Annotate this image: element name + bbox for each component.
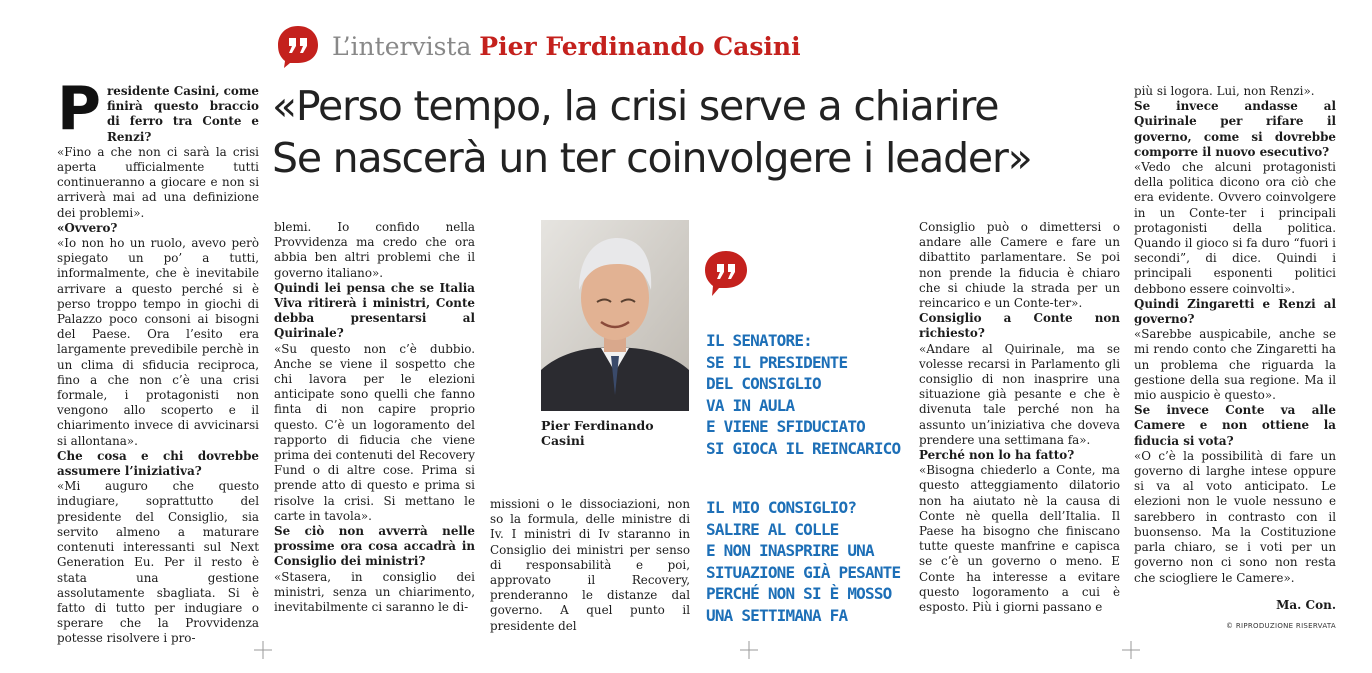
answer: «Stasera, in consiglio dei ministri, senza un chiarimento, inevitabilmente ci saranno le di-	[274, 569, 475, 615]
question: Che cosa e chi dovrebbe assumere l’iniziativa?	[57, 448, 259, 479]
answer: Consiglio può o dimettersi o andare alle Camere e fare un dibattito parlamentare. Se poi non prende la fiducia è chiaro che si chiude la strada per un reincarico e un Conte-ter».	[919, 220, 1120, 311]
pullquote-icon	[704, 250, 748, 296]
quote-badge-icon	[276, 24, 320, 68]
question: Quindi Zingaretti e Renzi al governo?	[1134, 296, 1336, 327]
answer: «O c’è la possibilità di fare un governo di larghe intese oppure si va al voto anticipato. Le elezioni non le vuole nessuno e sarebbero in contrasto con il buonsenso. Ma la Costituzione parla chiaro, se i voti per un governo non ci sono non resta che sciogliere le Camere».	[1134, 448, 1336, 585]
registration-mark-icon	[740, 641, 758, 659]
question: «Ovvero?	[57, 220, 118, 235]
question: residente Casini, come finirà questo braccio di ferro tra Conte e Renzi?	[106, 84, 259, 144]
answer: «Andare al Quirinale, ma se volesse recarsi in Parlamento gli consiglio di non inasprire una situazione già pesante e che è divenuta tale perché non ha assunto un’iniziativa che doveva prendere una settimana fa».	[919, 341, 1120, 447]
answer: missioni o le dissociazioni, non so la formula, delle ministre di Iv. I ministri di Iv staranno in Consiglio dei ministri per senso di responsabilità e poi, approvato il Recovery, prenderanno le distanze dal governo. A quel punto il presidente del	[490, 497, 690, 633]
answer: «Fino a che non ci sarà la crisi aperta ufficialmente tutti continueranno a giocare e non si arriverà mai ad una definizione dei problemi».	[57, 144, 259, 220]
portrait-illustration	[541, 220, 689, 411]
answer: «Vedo che alcuni protagonisti della politica dicono ora ciò che era evidente. Ovvero coinvolgere in un Conte-ter i principali protagonisti della politica. Quando il gioco si fa duro “fuori i secondi”, di dice. Quindi i principali esponenti politici debbono essere coinvolti».	[1134, 160, 1336, 296]
question: Se invece Conte va alle Camere e non ottiene la fiducia si vota?	[1134, 403, 1336, 448]
question: Quindi lei pensa che se Italia Viva ritirerà i ministri, Conte debba presentarsi al Quirinale?	[274, 280, 475, 341]
registration-mark-icon	[1122, 641, 1140, 659]
copyright-notice: © RIPRODUZIONE RISERVATA	[1226, 622, 1336, 630]
headline-line-2: Se nascerà un ter coinvolgere i leader»	[272, 134, 1032, 182]
question: Se ciò non avverrà nelle prossime ora cosa accadrà in Consiglio dei ministri?	[274, 524, 475, 569]
article-column-2	[274, 220, 475, 615]
answer: «Io non ho un ruolo, avevo però spiegato un po’ a tutti, informalmente, che è inevitabile arrivare a questo perché si è perso troppo tempo in giochi di Palazzo poco consoni ai bisogni del Paese. Ora l’esito era largamente prevedibile perchè in un clima di sfiducia reciproca, fino a che non c’è una crisi formale, i protagonisti non vengono allo scoperto e il chiarimento invece di avvicinarsi si allontana».	[57, 236, 259, 448]
portrait-photo	[541, 220, 689, 411]
header-name: Pier Ferdinando Casini	[479, 31, 801, 61]
headline-line-1: «Perso tempo, la crisi serve a chiarire	[272, 82, 999, 130]
header-label: L’intervista	[332, 31, 472, 61]
drop-cap: P	[57, 74, 101, 144]
photo-caption	[541, 418, 689, 448]
header-title	[332, 31, 801, 61]
headline	[272, 80, 1132, 184]
question: Consiglio a Conte non richiesto?	[919, 311, 1120, 341]
article-column-1	[57, 74, 259, 647]
answer: blemi. Io confido nella Provvidenza ma credo che ora abbia ben altri problemi che il governo italiano».	[274, 220, 475, 280]
article-column-5	[1134, 84, 1336, 586]
answer: «Mi auguro che questo indugiare, soprattutto del presidente del Consiglio, sia servito almeno a maturare contenuti interessanti sul Next Generation Eu. Per il resto è stata una gestione assolutamente sbagliata. Si è fatto di tutto per indugiare o sperare che la Provvidenza potesse risolvere i pro-	[57, 479, 259, 646]
answer: «Sarebbe auspicabile, anche se mi rendo conto che Zingaretti ha un problema che riguarda la gestione della sua regione. Ma il mio auspicio è questo».	[1134, 327, 1336, 403]
caption-text: Pier Ferdinando Casini	[541, 418, 654, 448]
question: Perché non lo ha fatto?	[919, 448, 1075, 463]
article-column-3	[490, 497, 690, 634]
answer: «Bisogna chiederlo a Conte, ma questo atteggiamento dilatorio non ha aiutato nè la causa di Conte nè quella dell’Italia. Il Paese ha bisogno che finiscano tutte queste manfrine e capisca se c’è un governo o meno. E Conte ha interesse a evitare questo logoramento a cui è esposto. Più i giorni passano e	[919, 463, 1120, 615]
section-header	[276, 22, 801, 70]
question: Se invece andasse al Quirinale per rifare il governo, come si dovrebbe comporre il nuovo esecutivo?	[1134, 99, 1336, 159]
article-column-4	[919, 220, 1120, 615]
author-signature: Ma. Con.	[1276, 598, 1336, 612]
pullquote-2: IL MIO CONSIGLIO? SALIRE AL COLLE E NON INASPRIRE UNA SITUAZIONE GIÀ PESANTE PERCHÉ NON SI È MOSSO UNA SETTIMANA FA	[706, 498, 901, 625]
pullquote-1: IL SENATORE: SE IL PRESIDENTE DEL CONSIGLIO VA IN AULA E VIENE SFIDUCIATO SI GIOCA IL REINCARICO	[706, 331, 901, 458]
answer: più si logora. Lui, non Renzi».	[1134, 84, 1315, 98]
registration-mark-icon	[254, 641, 272, 659]
answer: «Su questo non c’è dubbio. Anche se viene il sospetto che chi lavora per le elezioni anticipate sono quelli che fanno finta di non capire proprio questo. C’è un logoramento del rapporto di fiducia che viene prima dei contenuti del Recovery Fund o di altre cose. Prima si prende atto di questo e prima si risolve la crisi. Si mettano le carte in tavola».	[274, 341, 475, 523]
